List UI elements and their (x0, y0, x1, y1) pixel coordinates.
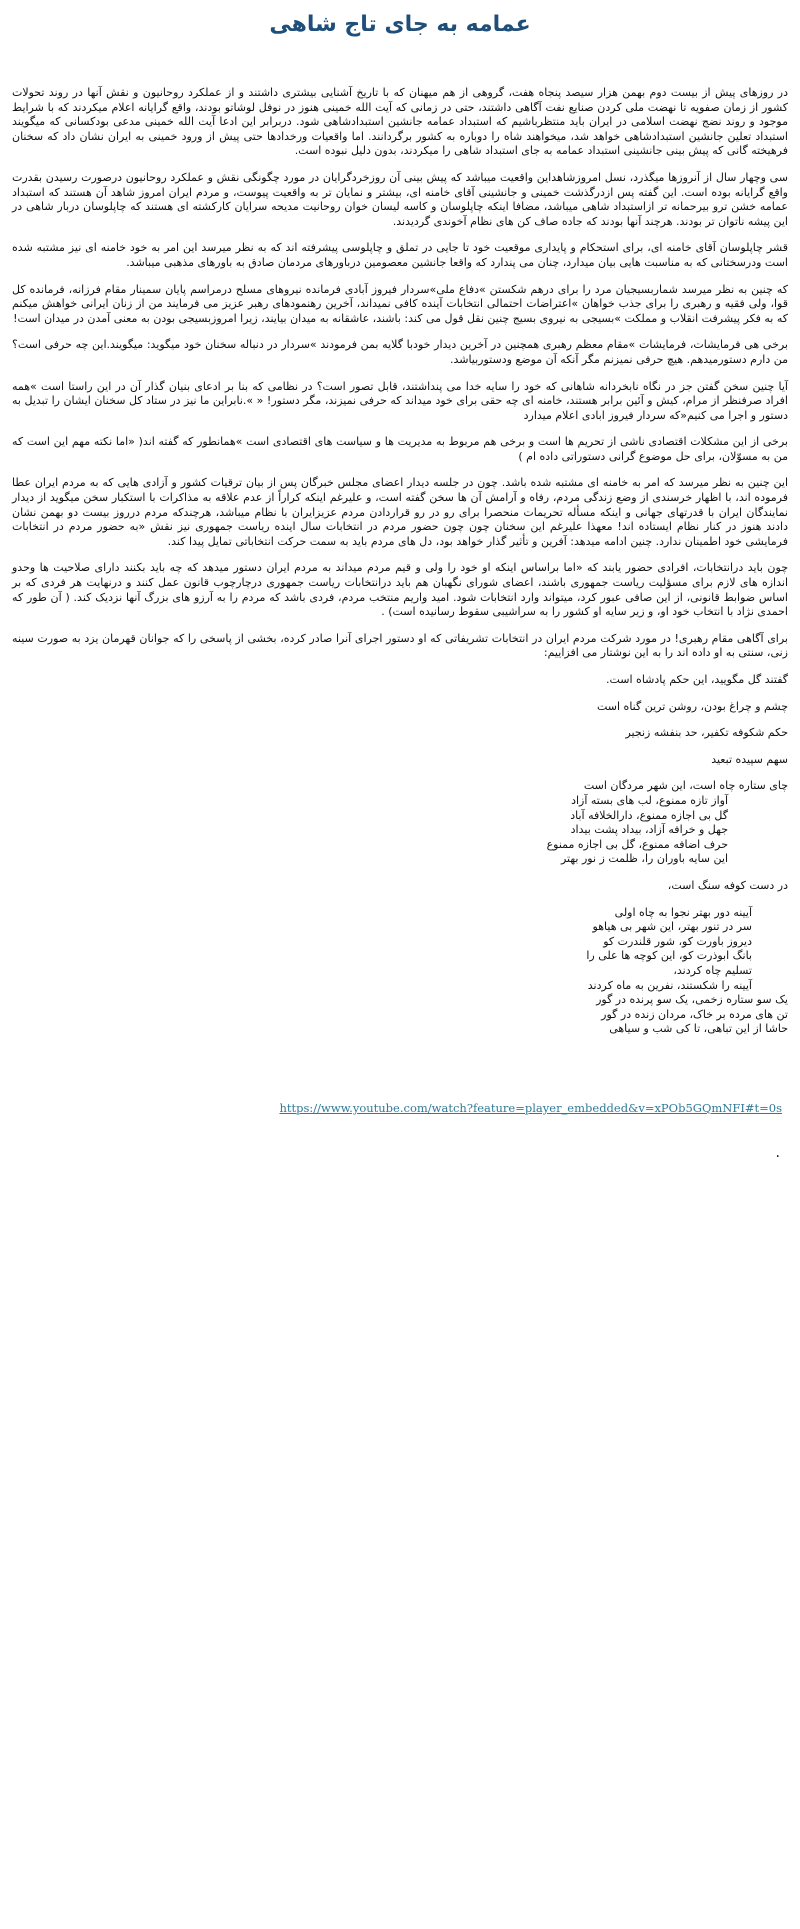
poem-line: تسلیم چاه کردند، (673, 963, 752, 977)
poem-line: آیینه را شکستند، نفرین به ماه کردند (587, 978, 752, 992)
poem-line: این سایه باوران را، ظلمت ز نور بهتر (560, 852, 728, 866)
article-title: عمامه به جای تاج شاهی (269, 12, 531, 37)
paragraph: برخی از این مشکلات اقتصادی ناشی از تحریم ها است و برخی هم مربوط به مدیریت ها و سیاست های اقتصادی است »همانطور که گفته اند( «اما نکته مهم این است که من به مسوّلان، برای حل موضوع گرانی دستوراتی داده ام ) (12, 435, 788, 463)
poem-line: جهل و خرافه آزاد، بیداد پشت بیداد (570, 823, 728, 837)
poem-line: حرف اضافه ممنوع، گل بی اجازه ممنوع (546, 837, 728, 851)
poem-line: سهم سپیده تبعید (711, 752, 788, 766)
poem-line: چای ستاره چاه است، این شهر مردگان است (583, 779, 788, 793)
poem-block (12, 673, 788, 1037)
poem-line: آیینه دور بهتر نجوا به چاه اولی (614, 905, 752, 919)
article-body (12, 86, 788, 661)
end-mark: . (775, 1144, 780, 1161)
poem-line: حکم شکوفه تکفیر، حد بنفشه زنجیر (625, 726, 788, 740)
paragraph: در روزهای پیش از بیست دوم بهمن هزار سیصد پنجاه هفت، گروهی از هم میهنان که با تاریخ آشنایی بیشتری داشتند و از عملکرد روحانیون و نقش آنها در روند تحولات کشور از زمان صفویه تا نهضت ملی کردن صنایع نفت آگاهی داشتند، حتی در زمانی که آیت الله خمینی هنوز در نوفل لوشاتو بودند، واقع گرایانه اعلام میکردند که با شرایط موجود و روند نضج نهضت اسلامی در ایران باید منتظرباشیم که استبداد عمامه جانشین استبدادشاهی شود. دربرابر این ادعا آیت الله خمینی مدعی بودکسانی که میگویند استبداد تعلین جانشین استبدادشاهی خواهد شد، میخواهند شاه را دوباره به کشور برگردانند. اما واقعیات ورخدادها حتی پیش از ورود خمینی به ایران نشان داد که سخنان فرهیخته گانی که پیش بینی جانشینی استبداد عمامه به جای استبداد شاهی را میکردند، بدون دلیل نبوده است. (12, 86, 788, 158)
poem-line: حاشا از این تباهی، تا کی شب و سیاهی (609, 1022, 788, 1036)
poem-line: بانگ ابوذرت کو، این کوچه ها علی را (586, 949, 752, 963)
paragraph: آیا چنین سخن گفتن جز در نگاه نابخردانه شاهانی که خود را سایه خدا می پنداشتند، قابل تصور است؟ در نظامی که بنا بر ادعای بنیان گذار آن در این راستا است »همه افراد صرفنظر از مرام، کیش و آئین برابر هستند، خامنه ای چه حقی برای خود میداند که حرفی نمیزند، مگر دستور! « ».نابراین ما نیز در ستاد کل سخنان ایشان را تبدیل به دستور و اجرا می کنیم«که سردار فیروز ابادی اعلام میدارد (12, 379, 788, 422)
paragraph: برخی هی فرمایشات، فرمایشات »مقام معظم رهبری همچنین در آخرین دیدار خودبا گلایه بمن فرمودند »سردار در دنباله سخنان خود میگوید: میگویند.این چه حرفی است؟ من دارم دستورمیدهم. هیچ حرفی نمیزنم مگر آنکه آن موضع ودستوربیاشد. (12, 338, 788, 366)
poem-line: چشم و چراغ بودن، روشن ترین گناه است (596, 699, 788, 713)
poem-line: آواز تازه ممنوع، لب های بسته آزاد (571, 793, 728, 807)
poem-line: در دست کوفه سنگ است، (667, 878, 788, 892)
paragraph: برای آگاهی مقام رهبری! در مورد شرکت مردم ایران در انتخابات تشریفاتی که او دستور اجرای آنرا صادر کرده، بخشی از پاسخی را که جوانان قهرمان یزد به صورت سینه زنی، سنتی به او داده اند را به این نوشتار می افزاییم: (12, 631, 788, 660)
paragraph: سی وچهار سال از آنروزها میگذرد، نسل امروزشاهداین واقعیت میباشد که پیش بینی آن روزخردگرایان در مورد چگونگی نقش و عملکرد روحانیون درصورت رسیدن بقدرت واقع گرایانه بوده است. این گفته پس ازدرگذشت خمینی و جانشینی آقای خامنه ای، بیشتر و نمایان تر به واقعیت پیوست، و مردم ایران امروز شاهد آن هستند که استبداد عمامه خشن ترو بیرحمانه تر ازاستبداد شاهی میباشد، مضافا اینکه چاپلوسان و کاسه لیسان خوان روحانیت مدیحه سرایان کارکشته ای هستند که چاپلوسان دربار شاهی در این پیشه ناتوان تر بودند. هرچند آنها بودند که جاده صاف کن های نظام آخوندی گردیدند. (12, 170, 788, 228)
poem-line: گفتند گل مگویید، این حکم پادشاه است. (605, 673, 788, 686)
poem-line: تن های مرده بر خاک، مردان زنده در گور (601, 1007, 788, 1021)
poem-line: سر در تنور بهتر، این شهر بی هیاهو (592, 920, 752, 934)
paragraph: این چنین به نظر میرسد که امر به خامنه ای مشتبه شده باشد. چون در جلسه دیدار اعضای مجلس خبرگان پس از بیان ترقیات کشور و آزادی هایی که به مردم ایران عطا فرموده اند، با اظهار خرسندی از وضع زندگی مردم، رفاه و آرامش آن ها سخن گفته است، و علیرغم اینکه کراراً از عدم علاقه به مذاکرات با استکبار سخن میگوید از دیدار نمایندگان ایران با قدرتهای جهانی و اینکه مسأله تحریمات منحصرا برای رو در رو قراردادن مردم عزیزایران با نظام میباشد، هرچندکه مردم درروز بیست دو بهمن نشان دادند هنوز در کنار نظام ایستاده اند! معهذا علیرغم این سخنان چون چون حضور مردم در انتخابات سال اینده ریاست جمهوری نیز نقش «به حضور مردم در انتخابات فرمایشی خود اطمینان ندارد. چنین ادامه میدهد: آفرین و تأثیر گذار خواهد بود، دل های مردم باید به سمت حرکت انتخاباتی تمایل پیدا کند. (12, 476, 788, 548)
poem-line: گل بی اجازه ممنوع، دارالخلافه آباد (570, 808, 728, 822)
link-row (12, 1097, 788, 1116)
poem-line: دیروز باورت کو، شور قلندرت کو (603, 934, 752, 948)
paragraph: چون باید درانتخابات، افرادی حضور یابند که «اما براساس اینکه او خود را ولی و قیم مردم میداند به مردم ایران دستور میدهد که چه باید بکنند دارای صلاحیت ها وحدو اندازه های لازم برای مسؤلیت ریاست جمهوری باشند، اعضای شورای نگهبان هم باید درانتخابات ریاست جمهوری درچارچوب قانون عمل کنند و درنهایت هر فردی که بر اساس ضوابط قانونی، از این صافی عبور کرد، میتواند وارد انتخابات شود. امید واریم منتخب مردم، فردی باشد که مردم را به آرزو های بزرگ آنها نزدیک کند. ( آن طور که احمدی نژاد با انتخاب خود او، و زیر سایه او کشور را به سراشیبی سقوط رسانیده است) . (12, 561, 788, 619)
paragraph: که چنین به نظر میرسد شماربسیجیان مرد را برای درهم شکستن »دفاع ملی»سردار فیروز آبادی فرمانده نیروهای مسلح درمراسم پایان سمینار مقام فرزانه، فرمانده کل قوا، ولی فقیه و رهبری را برای جذب خواهان »اعتراضات احتمالی انتخابات آینده کافی نمیداند، آخرین رهنمودهای رهبر عزیز می فرمایند من از زنان ایرانی خواهش میکنم که به فکر پیشرفت انقلاب و مملکت »بسیجی به نیروی بسیج چنین نقل قول می کند: باشند، عاشقانه به میدان بیایند، زیرا امروزبسیجی بودن به معنی آمدن در میدان است! (12, 282, 788, 325)
paragraph: قشر چاپلوسان آقای خامنه ای، برای استحکام و پایداری موقعیت خود تا جایی در تملق و چاپلوسی پیشرفته اند که به نظر میرسد این امر به خود خامنه ای نیز مشتبه شده است ودرسختانی که به مناسبت هایی بیان میدارد، چنان می پندارد که واقعا جانشین معصومین درباورهای مردمان صادق به باورهای مذهبی میباشد. (12, 241, 788, 269)
youtube-link[interactable]: https://www.youtube.com/watch?feature=player_embedded&v=xPOb5GQmNFI#t=0s (279, 1100, 782, 1115)
poem-line: یک سو ستاره زخمی، یک سو پرنده در گور (596, 993, 788, 1007)
